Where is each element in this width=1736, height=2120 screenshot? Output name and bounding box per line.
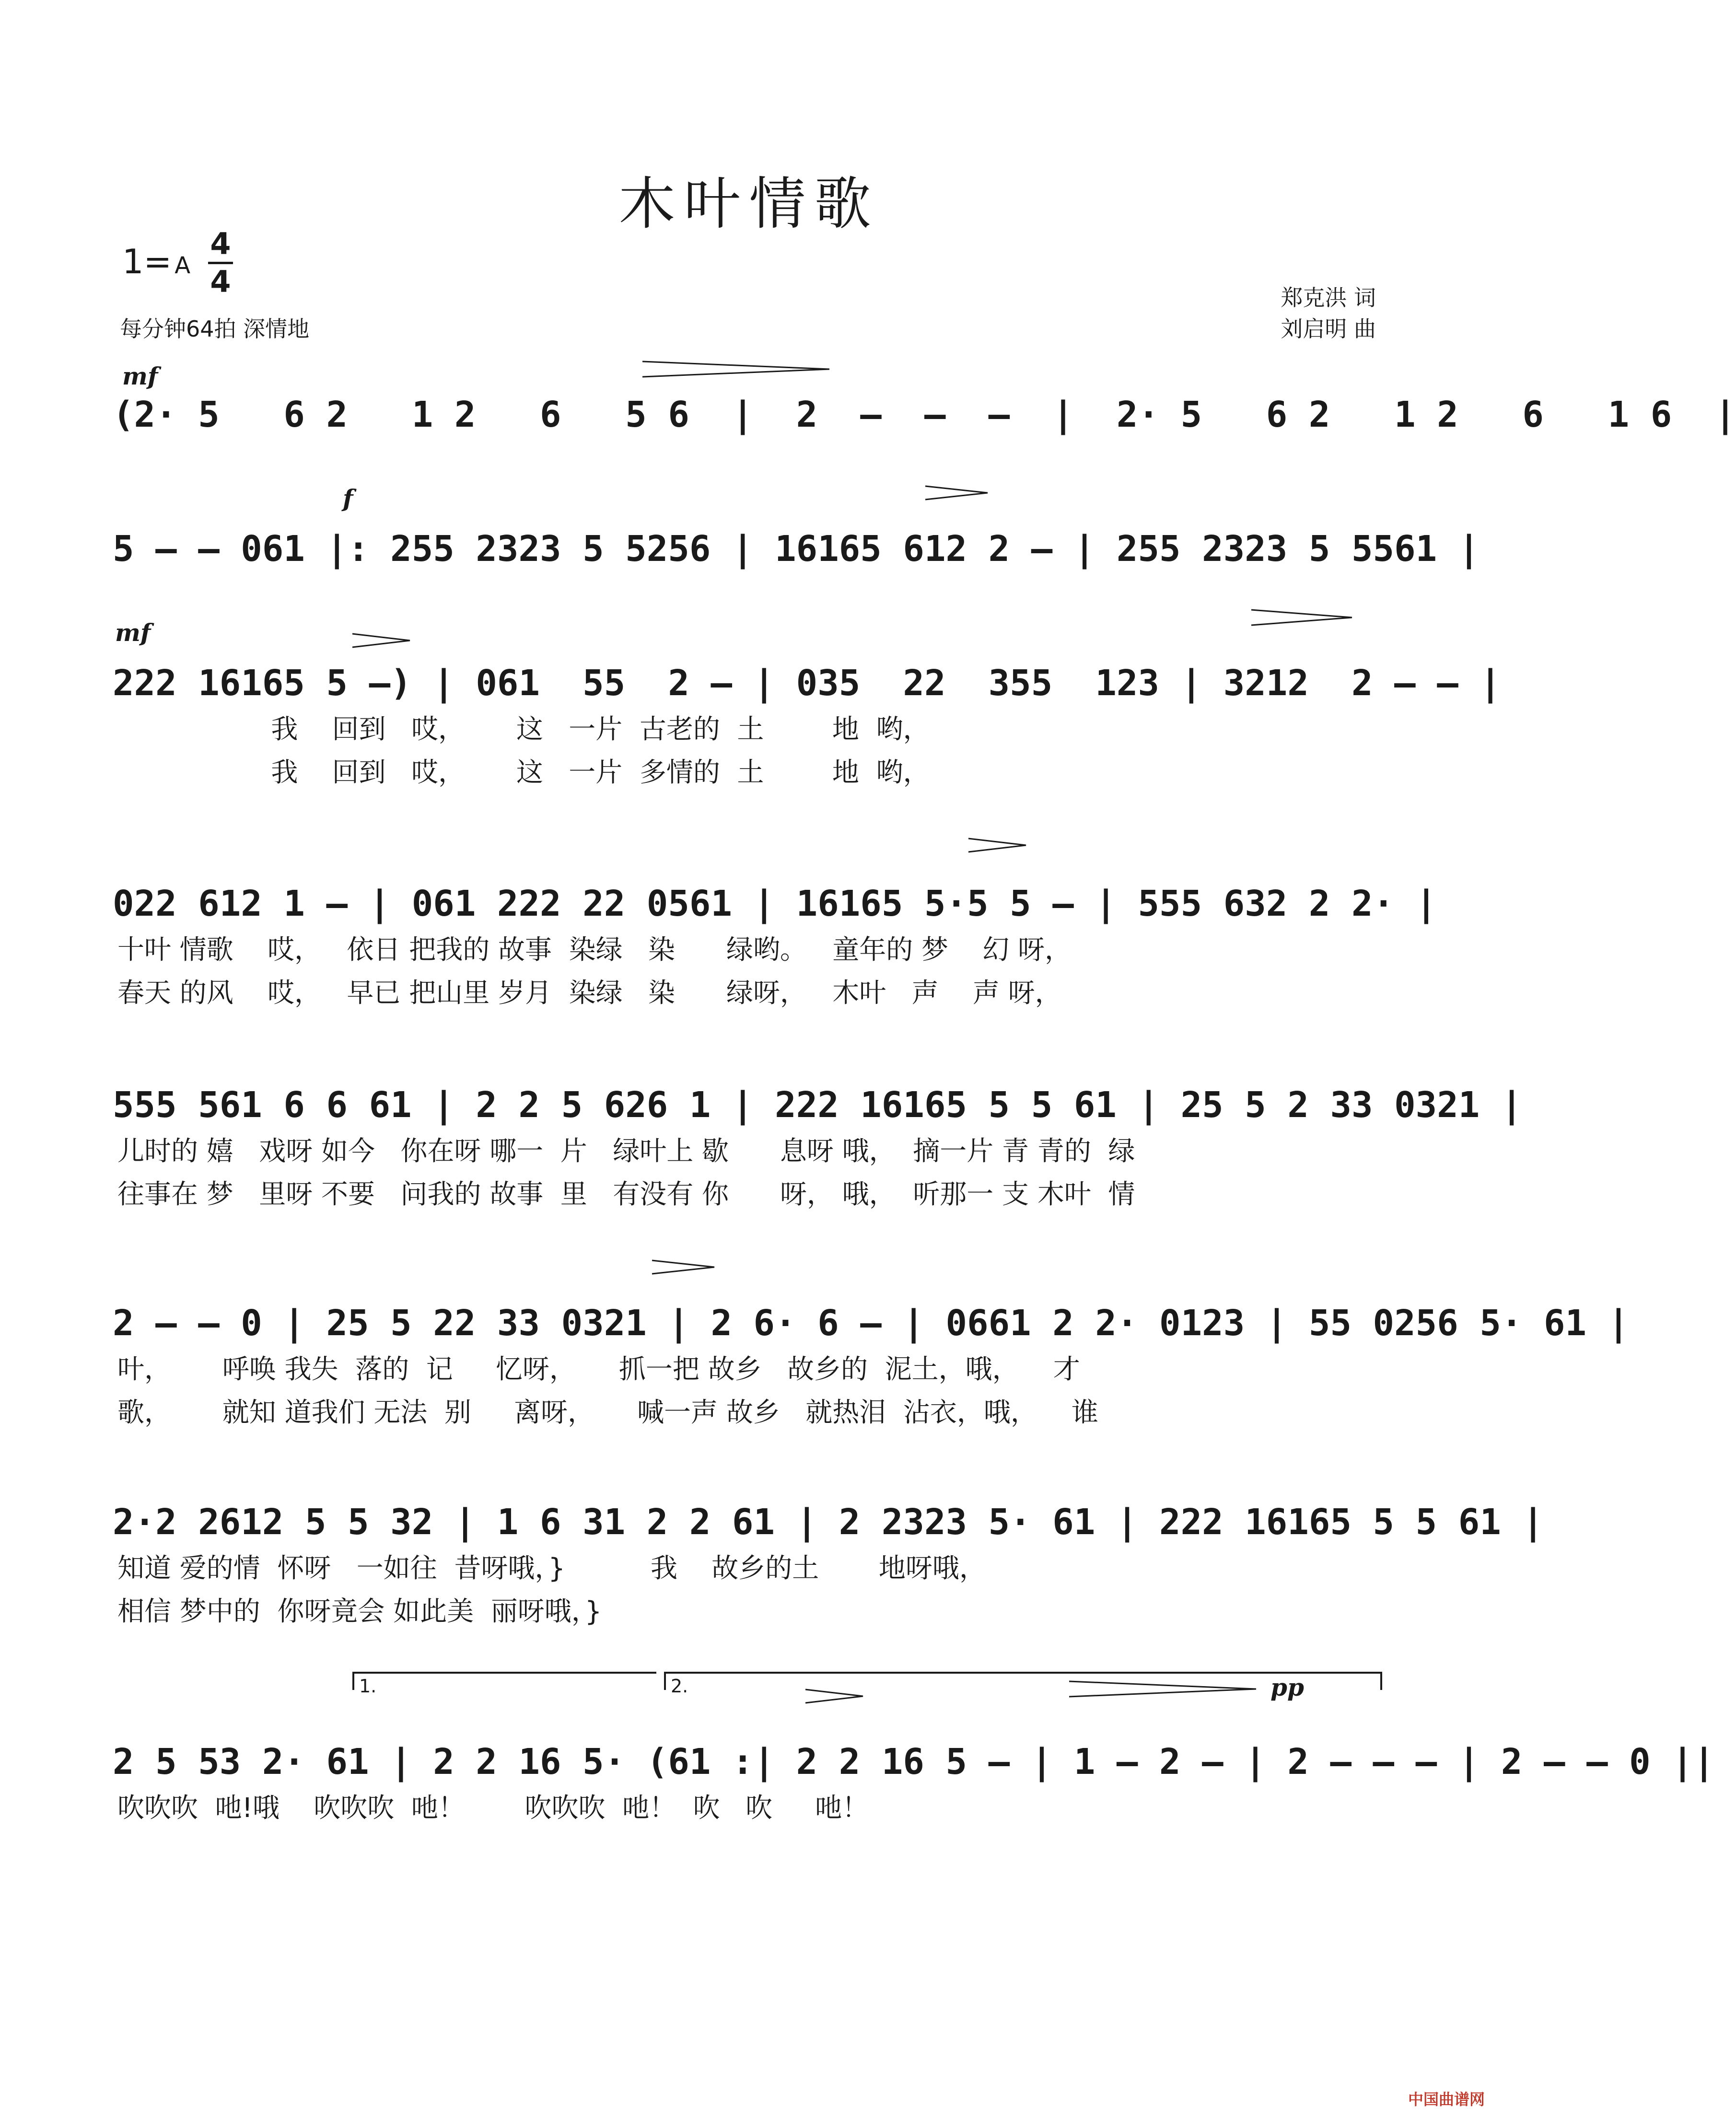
- accent-mark: [968, 837, 1026, 854]
- dynamic-mf: mf: [115, 618, 151, 647]
- score-system-8: [113, 1738, 1715, 1830]
- notation-line: 555 561 6 6 61 | 2 2 5 626 1 | 222 16165 5 5 61 | 25 5 2 33 0321 |: [113, 1084, 1523, 1126]
- key-signature: [122, 242, 190, 281]
- tempo-marking: 每分钟64拍 深情地: [120, 316, 310, 342]
- accent-mark: [805, 1688, 863, 1705]
- lyric-verse-2: 春天 的风 哎， 早已 把山里 岁月 染绿 染 绿呀， 木叶 声 声 呀，: [117, 978, 1062, 1009]
- lyric-verse-1: 十叶 情歌 哎， 依日 把我的 故事 染绿 染 绿哟。 童年的 梦 幻 呀，: [117, 934, 1072, 966]
- lyricist-credit: 郑克洪 词: [1281, 285, 1376, 311]
- score-system-4: [113, 880, 1437, 1015]
- lyric-verse-2: 往事在 梦 里呀 不要 问我的 故事 里 有没有 你 呀， 哦， 听那一 支 木叶 情: [117, 1179, 1135, 1210]
- volta-first-ending: 1.: [352, 1672, 656, 1690]
- accent-mark: [652, 1258, 714, 1276]
- lyric-verse-2: 歌， 就知 道我们 无法 别 离呀， 喊一声 故乡 就热泪 沾衣，哦， 谁: [117, 1397, 1099, 1428]
- lyric-verse-1: 叶， 呼唤 我失 落的 记 忆呀， 抓一把 故乡 故乡的 泥土，哦， 才: [117, 1354, 1080, 1385]
- key-mode: A: [175, 252, 191, 279]
- notation-line: 222 16165 5 –) | 061 55 2 – | 035 22 355 123 | 3212 2 – – |: [113, 663, 1501, 704]
- dynamic-f: f: [343, 484, 353, 513]
- notation-line: 2 – – 0 | 25 5 22 33 0321 | 2 6· 6 – | 0661 2 2· 0123 | 55 0256 5· 61 |: [113, 1303, 1630, 1344]
- lyric-verse-1: 知道 爱的情 怀呀 一如往 昔呀哦，} 我 故乡的土 地呀哦，: [117, 1553, 986, 1584]
- accent-mark: [925, 484, 988, 501]
- meter-top: 4: [210, 226, 231, 261]
- score-system-7: [113, 1498, 1544, 1633]
- decrescendo-hairpin: [642, 361, 829, 378]
- meter-bottom: 4: [210, 264, 231, 299]
- site-watermark-logo: 中国曲谱网: [1408, 2090, 1485, 2108]
- lyric-verse-2: 相信 梦中的 你呀竟会 如此美 丽呀哦，}: [117, 1596, 602, 1627]
- score-system-2: [113, 525, 1480, 573]
- composer-credit: 刘启明 曲: [1281, 316, 1376, 342]
- notation-line: 022 612 1 – | 061 222 22 0561 | 16165 5·5 5 – | 555 632 2 2· |: [113, 883, 1437, 924]
- score-system-1: [113, 391, 1736, 439]
- notation-line: 2 5 53 2· 61 | 2 2 16 5· (61 :| 2 2 16 5 – | 1 – 2 – | 2 – – – | 2 – – 0 ||: [113, 1741, 1715, 1782]
- lyric-verse-1: 吹吹吹 吔!哦 吹吹吹 吔！ 吹吹吹 吔！ 吹 吹 吔！: [117, 1793, 869, 1824]
- notation-line: (2· 5 6 2 1 2 6 5 6 | 2 – – – | 2· 5 6 2 1 2 6 1 6 |: [113, 394, 1736, 435]
- dynamic-pp: pp: [1270, 1673, 1304, 1701]
- score-system-3: [113, 659, 1501, 794]
- lyric-verse-1: 儿时的 嬉 戏呀 如今 你在呀 哪一 片 绿叶上 歇 息呀 哦， 摘一片 青 青的 绿: [117, 1136, 1135, 1167]
- score-system-5: [113, 1081, 1523, 1216]
- notation-line: 5 – – 061 |: 255 2323 5 5256 | 16165 612 2 – | 255 2323 5 5561 |: [113, 528, 1480, 570]
- song-title: 木叶情歌: [618, 171, 880, 237]
- time-signature: [206, 226, 235, 299]
- key-prefix: 1=: [122, 242, 172, 281]
- lyric-verse-1: 我 回到 哎， 这 一片 古老的 土 地 哟，: [117, 714, 930, 745]
- accent-mark: [352, 632, 410, 649]
- notation-line: 2·2 2612 5 5 32 | 1 6 31 2 2 61 | 2 2323 5· 61 | 222 16165 5 5 61 |: [113, 1502, 1544, 1543]
- dynamic-mf: mf: [122, 362, 158, 390]
- lyric-verse-2: 我 回到 哎， 这 一片 多情的 土 地 哟，: [117, 757, 930, 788]
- decrescendo-hairpin: [1251, 609, 1352, 626]
- score-system-6: [113, 1299, 1630, 1434]
- volta-second-ending: 2.: [664, 1672, 1382, 1690]
